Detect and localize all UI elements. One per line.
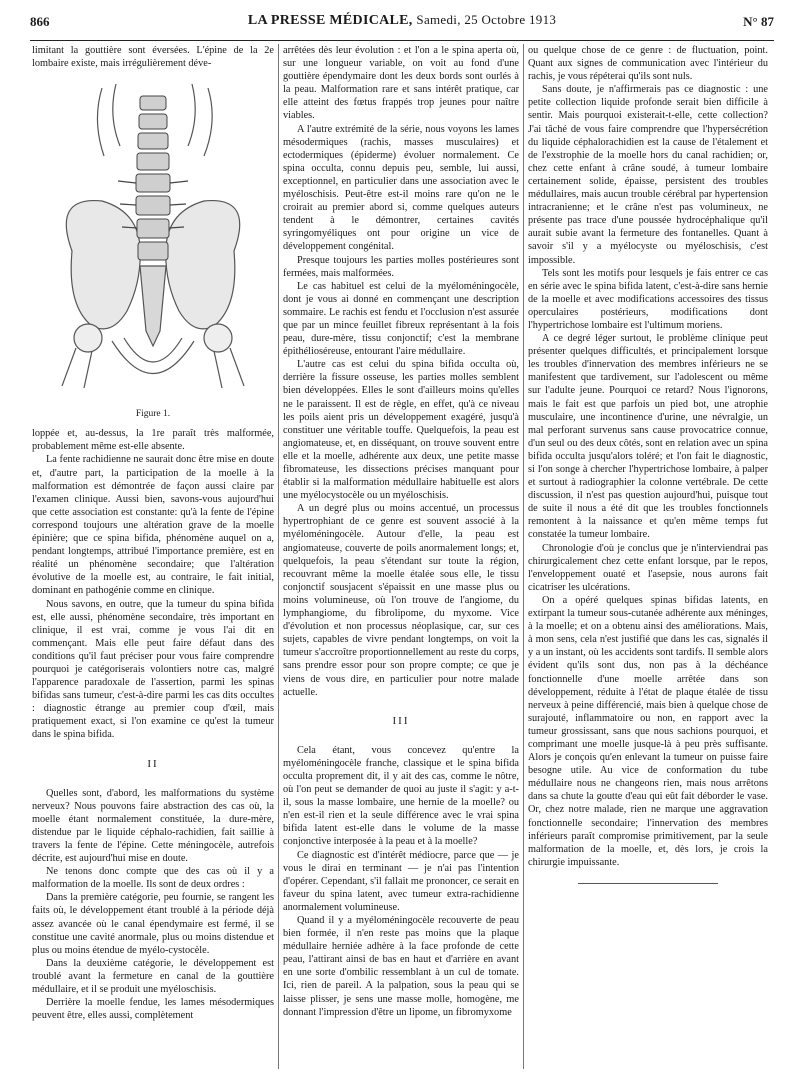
col1-paragraph: Derrière la moelle fendue, les lames mésodermiques peuvent être, elles aussi, complètement — [32, 997, 274, 1022]
section-heading-iii: III — [392, 714, 410, 727]
col2-paragraph: Le cas habituel est celui de la myéloméningocèle, dont je vous ai donné en commençant une description sommaire. Le rachis est fendu et l'occlusion n'est assurée que par un mince feuillet fibreux représentant à la fois peau, dure-mère, tissu conjonctif; c'est la membrane épithélioséreuse, entourant l'aire médullaire. — [283, 280, 519, 358]
col1-paragraph: Nous savons, en outre, que la tumeur du spina bifida est, elle aussi, phénomène secondaire, très important en clinique, il est vrai, comme je vous l'ai dit en commençant. Mais elle peut faire défaut dans des conditions qu'il faut préciser pour vous faire comprendre pourquoi je catégoriserais volontiers notre cas, malgré l'apparence paradoxale de l'assertion, parmi les spinas bifidas sans tumeur, c'est-à-dire parmi les cas dits occultes : diagnostic étrange au premier coup d'œil, mais pratiquement exact, si l'on examine ce qu'est la tumeur dans le spina bifida. — [32, 598, 274, 741]
col2-paragraph: Cela étant, vous concevez qu'entre la myéloméningocèle franche, classique et le spina bifida occulta proprement dit, il y ait des cas, comme le nôtre, où l'on peut se demander de quoi au juste il s'agit: y a-t-il, sous la masse lombaire, une hernie de la moelle? ou n'en est-il rien et la seule différence avec le vrai spina bifida latent est-elle dans le volume de la masse conjonctive interposée à la peau et à la moelle? — [283, 744, 519, 848]
col2-paragraph: arrêtées dès leur évolution : et l'on a le spina aperta où, sur une longueur variable, on voit au fond d'une gouttière épendymaire dont les deux bords sont ourlés à la peau. Malformation rare et sans intérêt pratique, car elle atteint des fœtus frappés trop jeunes pour naître viables. — [283, 45, 519, 122]
issue-date: Samedi, 25 Octobre 1913 — [416, 12, 557, 27]
col2-paragraph: A l'autre extrémité de la série, nous voyons les lames mésodermiques (rachis, masses musculaires) et ectodermiques (épiderme) évoluer normalement. Ce spina occulta, connu depuis peu, semble, lui aussi, exceptionnel, en particulier dans une association avec le myéloschisis. Peut-être est-il moins rare qu'on ne le croirait au premier abord si, comme quelques auteurs tendent à le démontrer, certaines cavités syringomyéliques ont pour origine un vice de développement congénital. — [283, 123, 519, 253]
figure-caption: Figure 1. — [135, 409, 171, 420]
page-number: 866 — [30, 14, 50, 29]
col2-paragraph: Presque toujours les parties molles postérieures sont fermées, mais malformées. — [283, 254, 519, 279]
col1-paragraph: La fente rachidienne ne saurait donc être mise en doute et, d'autre part, la participation de la moelle à la malformation est démontrée de façon aussi claire par l'examen clinique. Aussi bien, savons-vous aujourd'hui que cette association est constante: qu'à la fente de l'épine correspond toujours une altération grave de la moelle épinière; que ce spina bifida, phénomène auquel on a, pendant longtemps, attribué l'importance première, est en réalité un phénomène secondaire; que l'altération évolutive de la moelle est, au contraire, le fait initial, dominant en pathogénie comme en clinique. — [32, 454, 274, 597]
column-divider-1 — [278, 44, 279, 1069]
article-end-rule — [578, 883, 718, 884]
column-2 — [283, 44, 519, 1019]
col1-paragraph: loppée et, au-dessus, la 1re paraît très malformée, probablement même est-elle absente. — [32, 428, 274, 453]
col3-paragraph: ou quelque chose de ce genre : de fluctuation, point. Quant aux signes de communication avec l'intérieur du rachis, je vous répéterai qu'ils sont nuls. — [528, 45, 768, 83]
pelvis-spine-drawing — [32, 76, 274, 406]
journal-title: LA PRESSE MÉDICALE, — [247, 13, 413, 28]
col2-paragraph: Ce diagnostic est d'intérêt médiocre, parce que — je vous le dirai en terminant — je n'ai pas l'intention d'opérer. Cependant, s'il fallait me prononcer, ce serait en faveur du spina latent, avec tumeur extra-rachidienne anormalement volumineuse. — [283, 849, 519, 913]
col2-paragraph: Quand il y a myéloméningocèle recouverte de peau bien formée, il n'en reste pas moins que la plaque médullaire herniée adhère à la face profonde de cette peau, l'attirant ainsi de bas en haut et d'arrière en avant en une sorte d'ombilic ressemblant à un cul de tomate. Ici, rien de pareil. A la palpation, sous la peau qui se laisse plisser, je sens une masse molle, homogène, me donnant l'impression d'être un lipome, un fibromyxome — [283, 915, 519, 1018]
col1-paragraph: Ne tenons donc compte que des cas où il y a malformation de la moelle. Ils sont de deux ordres : — [32, 866, 274, 891]
col3-paragraph: Chronologie d'où je conclus que je n'interviendrai pas chirurgicalement chez cette enfant lorsque, par le repos, l'enveloppement ouaté et l'asepsie, nous aurons fait cicatriser les ulcérations. — [528, 542, 768, 593]
column-1 — [32, 44, 274, 1022]
issue-number: N° 87 — [743, 14, 774, 29]
col3-paragraph: A ce degré léger surtout, le problème clinique peut présenter quelques difficultés, et principalement lorsque les troubles d'innervation des membres inférieurs ne se manifestent que tardivement, sur l'adolescent ou même sur l'adulte jeune. Pourquoi ce retard? Nous l'ignorons, mais le fait est que parfois un pied bot, une atrophie musculaire, une incontinence d'urine, une névralgie, un mal perforant survenus sans cause provocatrice connue, d'un seul ou des deux côtés, sont en relation avec un spina bifida occulta jusqu'alors toléré; et l'on fait le diagnostic, si l'on songe à chercher l'hypertrichose lombaire, à palper et surtout à radiographier la colonne vertébrale. De cette discussion, il n'est pas question aujourd'hui, puisque tout de suite il nous a été dit que les troubles fonctionnels remontent à la naissance et qu'en même temps fut constatée la tumeur lombaire. — [528, 333, 768, 541]
column-divider-2 — [523, 44, 524, 1069]
col3-paragraph: Sans doute, je n'affirmerais pas ce diagnostic : une petite collection liquide profonde serait bien difficile à sentir. Mais pourquoi existerait-t-elle, cette collection? J'ai tâché de vous faire comprendre que l'hypersécrétion du liquide céphalorachidien est la cause de l'étalement et de l'exstrophie de la moelle hors du canal rachidien; or, chez cette enfant à crâne soudé, à tumeur lombaire certainement solide, épaisse, persistent des troubles médullaires, mais aucun trouble cérébral par hypertension intracranienne; et le crâne n'est pas volumineux, ne présente pas trace d'une poussée hydrocéphalique qu'il aurait subie avant la fermeture des fontanelles. Quant à savoir s'il y a myélocyste ou myéloschisis, c'est impossible. — [528, 84, 768, 266]
section-heading-ii: II — [147, 757, 159, 770]
journal-title-line — [30, 12, 774, 29]
col2-paragraph: L'autre cas est celui du spina bifida occulta où, derrière la fissure osseuse, les parties molles semblent bien développées. Elles le sont d'ailleurs moins qu'elles ne le paraissent. Il est de règle, en effet, qu'à ce niveau les poils aient pris un développement exagéré, jusqu'à constituer une véritable touffe. Quelquefois, la peau est angiomateuse, et, en disséquant, on trouve souvent entre elle et la moelle, adhérente aux deux, une petite masse fibromateuse, les dissections précises manquant pour établir si la malformation médullaire habituelle est alors une myélocystocèle ou un myéloschisis. — [283, 359, 519, 502]
col1-paragraph: Dans la deuxième catégorie, le développement est troublé avant la fermeture en canal de la gouttière médullaire, et il se produit une myéloschisis. — [32, 957, 274, 996]
col2-paragraph: A un degré plus ou moins accentué, un processus hypertrophiant de ce genre est souvent associé à la myéloméningocèle. Autour d'elle, la peau est angiomateuse, couverte de poils anormalement longs; et, quelquefois, la peau s'étendant sur toute la région, recouvrant même la moelle étalée sous elle, le tissu conjonctif sousjacent s'épaissit en une masse plus ou moins volumineuse, où l'on trouve de l'angiome, du lymphangiome, du fibrolipome, du myxome. Vice d'évolution et non processus néoplasique, car, sur ces sujets, capables de vivre pendant longtemps, on voit la tumeur s'accroître proportionnellement au reste du corps, sans prendre essor pour son propre compte; ce que je viens de vous dire, en particulier pour notre malade actuelle. — [283, 503, 519, 698]
col1-paragraph: Quelles sont, d'abord, les malformations du système nerveux? Nous pouvons faire abstraction des cas où, la moelle étant normalement constituée, la dure-mère, distendue par le liquide céphalo-rachidien, fait saillie à travers la fente de l'épine. Cette méningocèle, autrefois décrite, est aujourd'hui mise en doute. — [32, 787, 274, 865]
col1-paragraph: limitant la gouttière sont éversées. L'épine de la 2e lombaire existe, mais irrégulièrement déve- — [32, 45, 274, 70]
figure-1-illustration — [32, 76, 274, 406]
column-3 — [528, 44, 768, 898]
page-header — [30, 10, 774, 41]
col1-paragraph: Dans la première catégorie, peu fournie, se rangent les faits où, le développement étant troublé à la période déjà assez avancée où le canal épendymaire est fermé, il se constitue une cavité anormale, plus ou moins distendue et plus ou moins étendue de myélo-cystocèle. — [32, 892, 274, 956]
col3-paragraph: Tels sont les motifs pour lesquels je fais entrer ce cas en série avec le spina bifida latent, c'est-à-dire sans hernie de la moelle et avec modifications accessoires des tissus operculaires postérieurs, modifications dont l'hypertrichose lombaire est l'ultimum moriens. — [528, 267, 768, 331]
col3-paragraph: On a opéré quelques spinas bifidas latents, en extirpant la tumeur sous-cutanée adhérente aux méninges, à la moelle; et on a obtenu ainsi des améliorations. Mais, à mon sens, cela n'est justifié que dans les cas, signalés il y a un instant, où les accidents sont tardifs. Il semble alors évident qu'ils sont dus, non pas à la déchéance fonctionnelle d'une moelle arrêtée dans son développement, réduite à l'état de plaque étalée de tissu nerveux à peine différencié, mais bien à quelque chose de surajouté, inflammatoire ou non, en rapport avec la tumeur grossissant, sans que nous sachions pourquoi, et comprimant une moelle jusque-là à peu près suffisante. Alors je conçois qu'en enlevant la tumeur on puisse faire besogne utile. Au vice de conformation du tube médullaire nous ne changeons rien, mais nous arrêtons dans sa chute la goutte d'eau qui eût fait déborder le vase. Or, chez notre malade, rien ne marque une aggravation fonctionnelle secondaire; l'innervation des membres inférieurs paraît compromise primitivement, par la seule malformation de la moelle, et, dès lors, je crois la chirurgie impuissante. — [528, 594, 768, 868]
